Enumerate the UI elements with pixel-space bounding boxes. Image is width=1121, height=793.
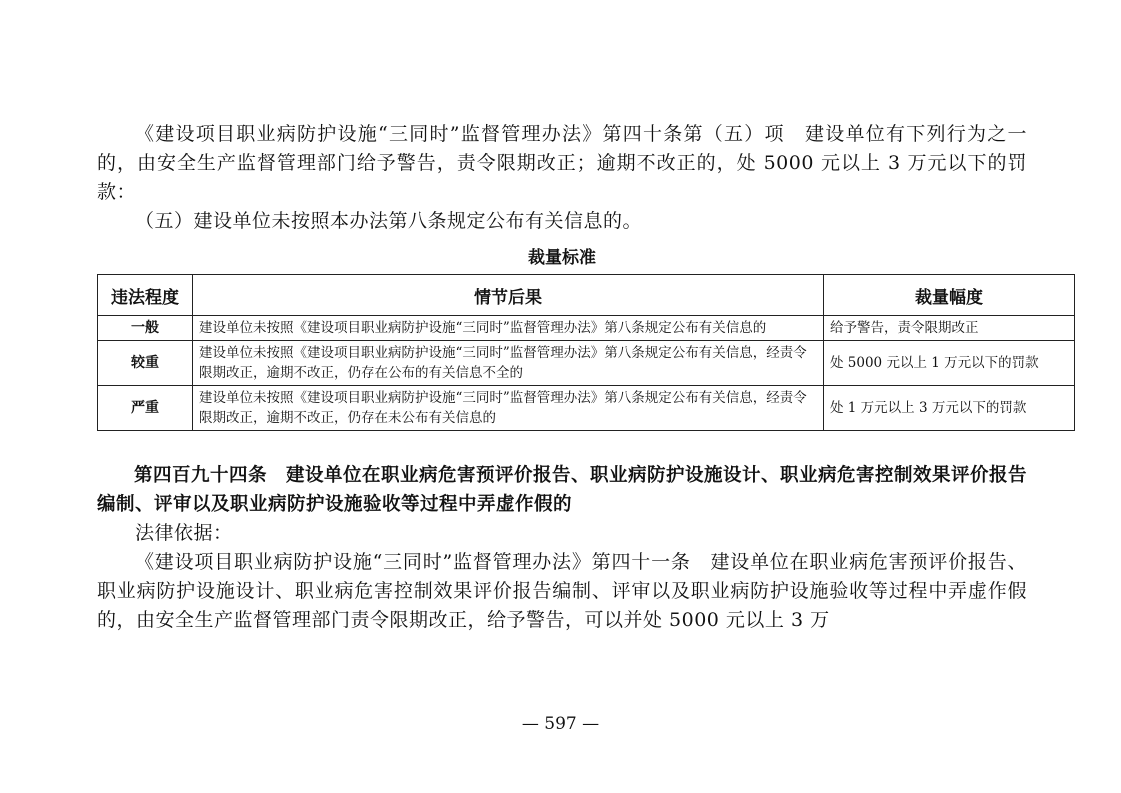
row-penalty: 处 1 万元以上 3 万元以下的罚款 bbox=[824, 386, 1075, 431]
row-consequence: 建设单位未按照《建设项目职业病防护设施“三同时”监督管理办法》第八条规定公布有关信息，经责令限期改正，逾期不改正，仍存在公布的有关信息不全的 bbox=[193, 341, 824, 386]
row-consequence: 建设单位未按照《建设项目职业病防护设施“三同时”监督管理办法》第八条规定公布有关信息的 bbox=[193, 316, 824, 341]
legal-basis-label: 法律依据： bbox=[135, 522, 233, 544]
article-494-heading: 第四百九十四条 建设单位在职业病危害预评价报告、职业病防护设施设计、职业病危害控制效果评价报告编制、评审以及职业病防护设施验收等过程中弄虚作假的 bbox=[97, 465, 1028, 515]
table-caption: 裁量标准 bbox=[528, 248, 596, 268]
legal-basis-text: 《建设项目职业病防护设施“三同时”监督管理办法》第四十一条 建设单位在职业病危害预评价报告、职业病防护设施设计、职业病危害控制效果评价报告编制、评审以及职业病防护设施验收等过程中弄虚作假的，由安全生产监督管理部门责令限期改正，给予警告，可以并处 5000 元以上 3 万 bbox=[97, 551, 1027, 631]
row-penalty: 处 5000 元以上 1 万元以下的罚款 bbox=[824, 341, 1075, 386]
paragraph-item-5: （五）建设单位未按照本办法第八条规定公布有关信息的。 bbox=[135, 210, 643, 232]
document-page bbox=[97, 120, 1039, 635]
paragraph-article-40: 《建设项目职业病防护设施“三同时”监督管理办法》第四十条第（五）项 建设单位有下列行为之一的，由安全生产监督管理部门给予警告，责令限期改正；逾期不改正的，处 5000 元以上 3 万元以下的罚款： bbox=[97, 123, 1027, 203]
table-row bbox=[98, 316, 1075, 341]
row-penalty: 给予警告，责令限期改正 bbox=[824, 316, 1075, 341]
row-level: 一般 bbox=[98, 316, 193, 341]
table-row bbox=[98, 341, 1075, 386]
header-consequence: 情节后果 bbox=[193, 275, 824, 316]
discretion-table bbox=[97, 274, 1075, 431]
header-level: 违法程度 bbox=[98, 275, 193, 316]
header-penalty: 裁量幅度 bbox=[824, 275, 1075, 316]
row-level: 严重 bbox=[98, 386, 193, 431]
page-number: — 597 — bbox=[521, 714, 600, 734]
table-header-row bbox=[98, 275, 1075, 316]
table-row bbox=[98, 386, 1075, 431]
row-consequence: 建设单位未按照《建设项目职业病防护设施“三同时”监督管理办法》第八条规定公布有关信息，经责令限期改正，逾期不改正，仍存在未公布有关信息的 bbox=[193, 386, 824, 431]
row-level: 较重 bbox=[98, 341, 193, 386]
